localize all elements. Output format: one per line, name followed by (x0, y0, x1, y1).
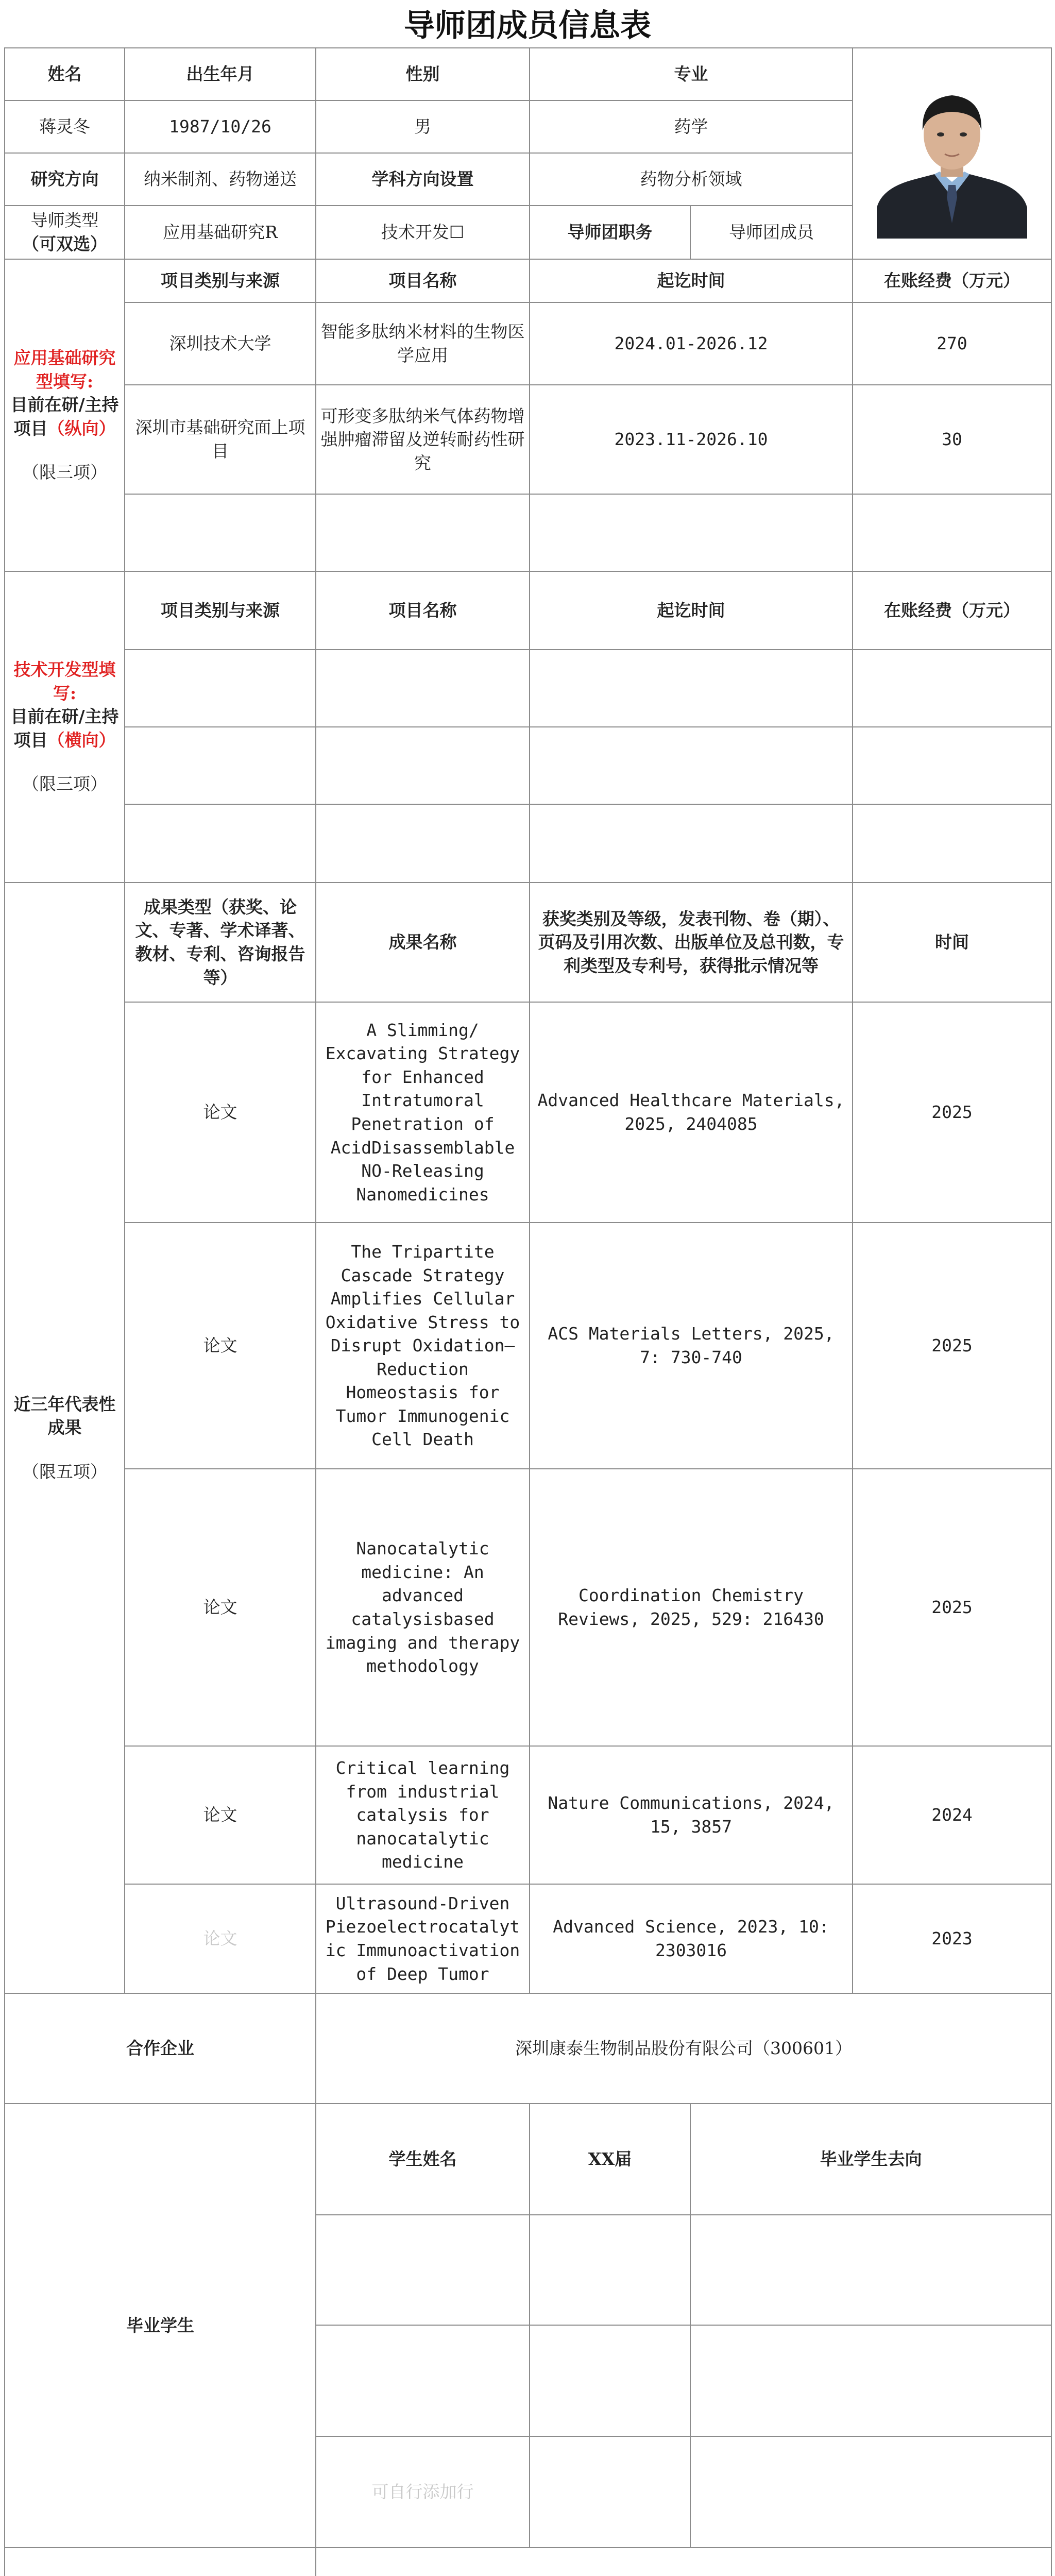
achievements-side-label (5, 883, 125, 1993)
table-row-cell: 论文 (125, 1746, 316, 1884)
applied-side-text: 目前在研/主持项目 (10, 395, 119, 438)
table-row-cell: 2025 (853, 1223, 1051, 1469)
table-row-cell: Coordination Chemistry Reviews, 2025, 529: 216430 (530, 1469, 853, 1746)
table-row-cell: The Tripartite Cascade Strategy Amplifies Cellular Oxidative Stress to Disrupt Oxidation–Reduction Homeostasis for Tumor Immunogenic Cell Death (316, 1223, 530, 1469)
achievements-side-title: 近三年代表性成果 (13, 1394, 116, 1438)
discipline-label: 学科方向设置 (316, 153, 530, 206)
duty-value: 导师团成员 (690, 206, 853, 259)
achievements-side-limit: （限五项） (22, 1461, 107, 1482)
table-row-cell: 2025 (853, 1469, 1051, 1746)
table-row-cell: 论文 (125, 1002, 316, 1223)
portrait-photo (877, 69, 1027, 239)
empty-cell (316, 727, 530, 804)
mentor-info-table (4, 47, 1052, 2576)
requirement-value (316, 2548, 1051, 2576)
graduates-header-name: 学生姓名 (316, 2104, 530, 2215)
applied-header-source: 项目类别与来源 (125, 259, 316, 302)
duty-label: 导师团职务 (530, 206, 690, 259)
tech-side-text: 目前在研/主持项目 (10, 706, 119, 750)
graduates-header-class: XX届 (530, 2104, 690, 2215)
table-row-cell: A Slimming/ Excavating Strategy for Enhanced Intratumoral Penetration of AcidDisassemblable NO-Releasing Nanomedicines (316, 1002, 530, 1223)
requirement-label (5, 2548, 316, 2576)
empty-cell (530, 494, 853, 571)
tech-header-source: 项目类别与来源 (125, 571, 316, 650)
graduates-label: 毕业学生 (5, 2104, 316, 2548)
photo-cell (853, 48, 1051, 259)
empty-cell (125, 727, 316, 804)
table-row-cell: Advanced Healthcare Materials, 2025, 2404085 (530, 1002, 853, 1223)
empty-cell (530, 727, 853, 804)
birth-label: 出生年月 (125, 48, 316, 100)
empty-cell (530, 2215, 690, 2325)
mentor-type-tech: 技术开发☐ (316, 206, 530, 259)
name-value: 蒋灵冬 (5, 100, 125, 153)
empty-cell (853, 494, 1051, 571)
table-row-cell: 论文 (125, 1469, 316, 1746)
empty-cell (853, 727, 1051, 804)
table-row-cell: ACS Materials Letters, 2025, 7: 730-740 (530, 1223, 853, 1469)
graduates-header-destination: 毕业学生去向 (690, 2104, 1051, 2215)
applied-header-period: 起讫时间 (530, 259, 853, 302)
mentor-type-basic: 应用基础研究R (125, 206, 316, 259)
gender-label: 性别 (316, 48, 530, 100)
major-label: 专业 (530, 48, 853, 100)
applied-side-label (5, 259, 125, 571)
achievements-header-name: 成果名称 (316, 883, 530, 1002)
applied-side-red2: （纵向） (47, 418, 116, 438)
tech-header-fund: 在账经费（万元） (853, 571, 1051, 650)
table-row-cell: 深圳技术大学 (125, 302, 316, 385)
applied-side-red: 应用基础研究型填写: (13, 348, 116, 392)
table-row-cell: Advanced Science, 2023, 10: 2303016 (530, 1884, 853, 1993)
empty-cell (316, 494, 530, 571)
table-row-cell: 深圳市基础研究面上项目 (125, 385, 316, 494)
mentor-type-note: （可双选） (22, 234, 107, 254)
empty-cell (125, 650, 316, 727)
tech-side-red: 技术开发型填写: (13, 659, 116, 703)
mentor-type-label (5, 206, 125, 259)
gender-value: 男 (316, 100, 530, 153)
company-label: 合作企业 (5, 1993, 316, 2104)
tech-side-label (5, 571, 125, 883)
company-value: 深圳康泰生物制品股份有限公司（300601） (316, 1993, 1051, 2104)
name-label: 姓名 (5, 48, 125, 100)
empty-cell (530, 650, 853, 727)
table-row-cell: 2025 (853, 1002, 1051, 1223)
table-row-cell: Critical learning from industrial catalysis for nanocatalytic medicine (316, 1746, 530, 1884)
achievements-header-pub: 获奖类别及等级，发表刊物、卷（期）、页码及引用次数、出版单位及总刊数，专利类型及专利号，获得批示情况等 (530, 883, 853, 1002)
empty-cell (853, 804, 1051, 883)
major-value: 药学 (530, 100, 853, 153)
empty-cell (316, 804, 530, 883)
empty-cell (530, 804, 853, 883)
applied-side-line (9, 393, 120, 440)
empty-cell (853, 650, 1051, 727)
table-row-cell: 30 (853, 385, 1051, 494)
empty-cell (125, 494, 316, 571)
table-row-cell: 智能多肽纳米材料的生物医学应用 (316, 302, 530, 385)
applied-header-fund: 在账经费（万元） (853, 259, 1051, 302)
empty-cell (690, 2436, 1051, 2548)
tech-side-red2: （横向） (47, 730, 116, 750)
table-row-cell: 2023 (853, 1884, 1051, 1993)
table-row-cell: 可形变多肽纳米气体药物增强肿瘤滞留及逆转耐药性研究 (316, 385, 530, 494)
applied-side-limit: （限三项） (22, 462, 107, 483)
research-value: 纳米制剂、药物递送 (125, 153, 316, 206)
empty-cell (530, 2325, 690, 2436)
table-row-cell: 2024.01-2026.12 (530, 302, 853, 385)
table-row-cell: Nanocatalytic medicine: An advanced catalysisbased imaging and therapy methodology (316, 1469, 530, 1746)
empty-cell (316, 2215, 530, 2325)
achievements-header-type: 成果类型（获奖、论文、专著、学术译著、教材、专利、咨询报告等） (125, 883, 316, 1002)
table-row-cell: 论文 (125, 1884, 316, 1993)
table-row-cell: 论文 (125, 1223, 316, 1469)
empty-cell (125, 804, 316, 883)
tech-side-limit: （限三项） (22, 774, 107, 794)
table-row-cell: Nature Communications, 2024, 15, 3857 (530, 1746, 853, 1884)
empty-cell (690, 2325, 1051, 2436)
table-row-cell: 2024 (853, 1746, 1051, 1884)
mentor-type-title: 导师类型 (30, 210, 99, 231)
table-row-cell: Ultrasound-Driven Piezoelectrocatalytic Immunoactivation of Deep Tumor (316, 1884, 530, 1993)
achievements-header-year: 时间 (853, 883, 1051, 1002)
empty-cell (316, 650, 530, 727)
research-label: 研究方向 (5, 153, 125, 206)
tech-side-line (9, 705, 120, 752)
table-row-cell: 2023.11-2026.10 (530, 385, 853, 494)
tech-header-name: 项目名称 (316, 571, 530, 650)
empty-cell (530, 2436, 690, 2548)
birth-value: 1987/10/26 (125, 100, 316, 153)
applied-header-name: 项目名称 (316, 259, 530, 302)
discipline-value: 药物分析领域 (530, 153, 853, 206)
empty-cell (316, 2325, 530, 2436)
page-title: 导师团成员信息表 (404, 8, 651, 44)
empty-cell (690, 2215, 1051, 2325)
add-row-hint: 可自行添加行 (316, 2436, 530, 2548)
table-row-cell: 270 (853, 302, 1051, 385)
tech-header-period: 起讫时间 (530, 571, 853, 650)
